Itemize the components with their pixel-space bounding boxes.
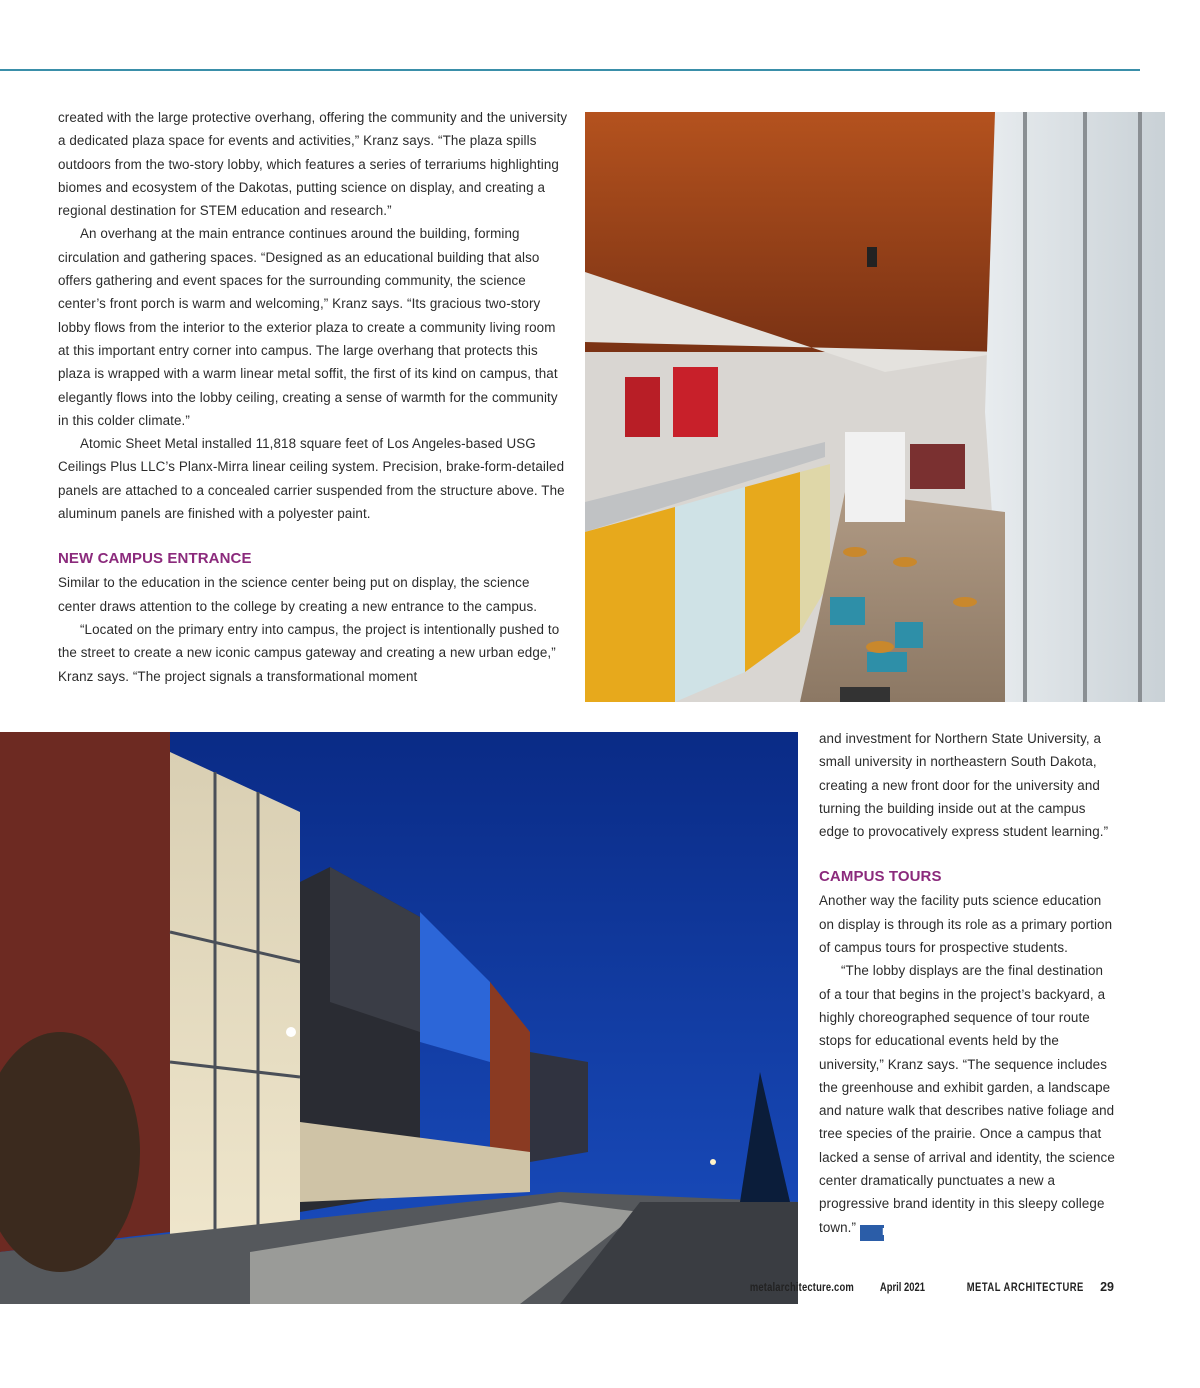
paragraph: and investment for Northern State University, a small university in northeastern South Dakota, creating a new front door for the university and turning the building inside out at the campus edge to provocatively express student learning.” xyxy=(819,731,1109,840)
lobby-photo xyxy=(585,112,1165,702)
paragraph-text: “The lobby displays are the final destination of a tour that begins in the project’s backyard, a highly choreographed sequence of tour route stops for educational events held by the university,” Kranz says. “The sequence includes the greenhouse and exhibit garden, a landscape and nature walk that describes native foliage and tree species of the prairie. Once a campus that lacked a sense of arrival and identity, the science center dramatically punctuates a new a progressive brand identity in this sleepy college town.” xyxy=(819,963,1115,1235)
paragraph: “Located on the primary entry into campus, the project is intentionally pushed to the street to create a new iconic campus gateway and creating a new urban edge,” Kranz says. “The project signals a transformational moment xyxy=(58,621,560,684)
footer-date: April 2021 xyxy=(880,1282,926,1294)
article-column-left xyxy=(58,106,568,688)
exterior-night-photo xyxy=(0,732,798,1304)
paragraph: Similar to the education in the science center being put on display, the science center draws attention to the college by creating a new entrance to the campus. xyxy=(58,575,538,614)
paragraph: created with the large protective overhang, offering the community and the university a dedicated plaza space for events and activities,” Kranz says. “The plaza spills outdoors from the two-story lobby, which features a series of terrariums highlighting biomes and ecosystem of the Dakotas, putting science on display, and creating a regional destination for STEM education and research.” xyxy=(58,110,568,219)
footer-website: metalarchitecture.com xyxy=(750,1282,855,1294)
paragraph: An overhang at the main entrance continues around the building, forming circulation and gathering spaces. “Designed as an educational building that also offers gathering and event spaces for the surrounding community, the science center’s front porch is warm and welcoming,” Kranz says. “Its gracious two-story lobby flows from the interior to the exterior plaza to create a community living room at this important entry corner into campus. The large overhang that protects this plaza is wrapped with a warm linear metal soffit, the first of its kind on campus, that elegantly flows into the lobby ceiling, creating a sense of warmth for the community in this colder climate.” xyxy=(58,226,558,428)
section-heading: CAMPUS TOURS xyxy=(819,868,942,886)
article-column-right xyxy=(819,727,1115,1241)
footer-magazine: METAL ARCHITECTURE xyxy=(966,1282,1085,1294)
end-mark-logo: Ma xyxy=(860,1225,884,1241)
section-heading: NEW CAMPUS ENTRANCE xyxy=(58,550,252,568)
header-rule xyxy=(0,69,1140,71)
footer-page-number: 29 xyxy=(1100,1280,1114,1294)
paragraph: Another way the facility puts science education on display is through its role as a primary portion of campus tours for prospective students. xyxy=(819,893,1113,956)
paragraph xyxy=(819,959,1115,1240)
page-footer xyxy=(727,1280,1114,1294)
paragraph: Atomic Sheet Metal installed 11,818 square feet of Los Angeles-based USG Ceilings Plus LLC’s Planx-Mirra linear ceiling system. Precision, brake-form-detailed panels are attached to a concealed carrier suspended from the structure above. The aluminum panels are finished with a polyester paint. xyxy=(58,436,565,522)
